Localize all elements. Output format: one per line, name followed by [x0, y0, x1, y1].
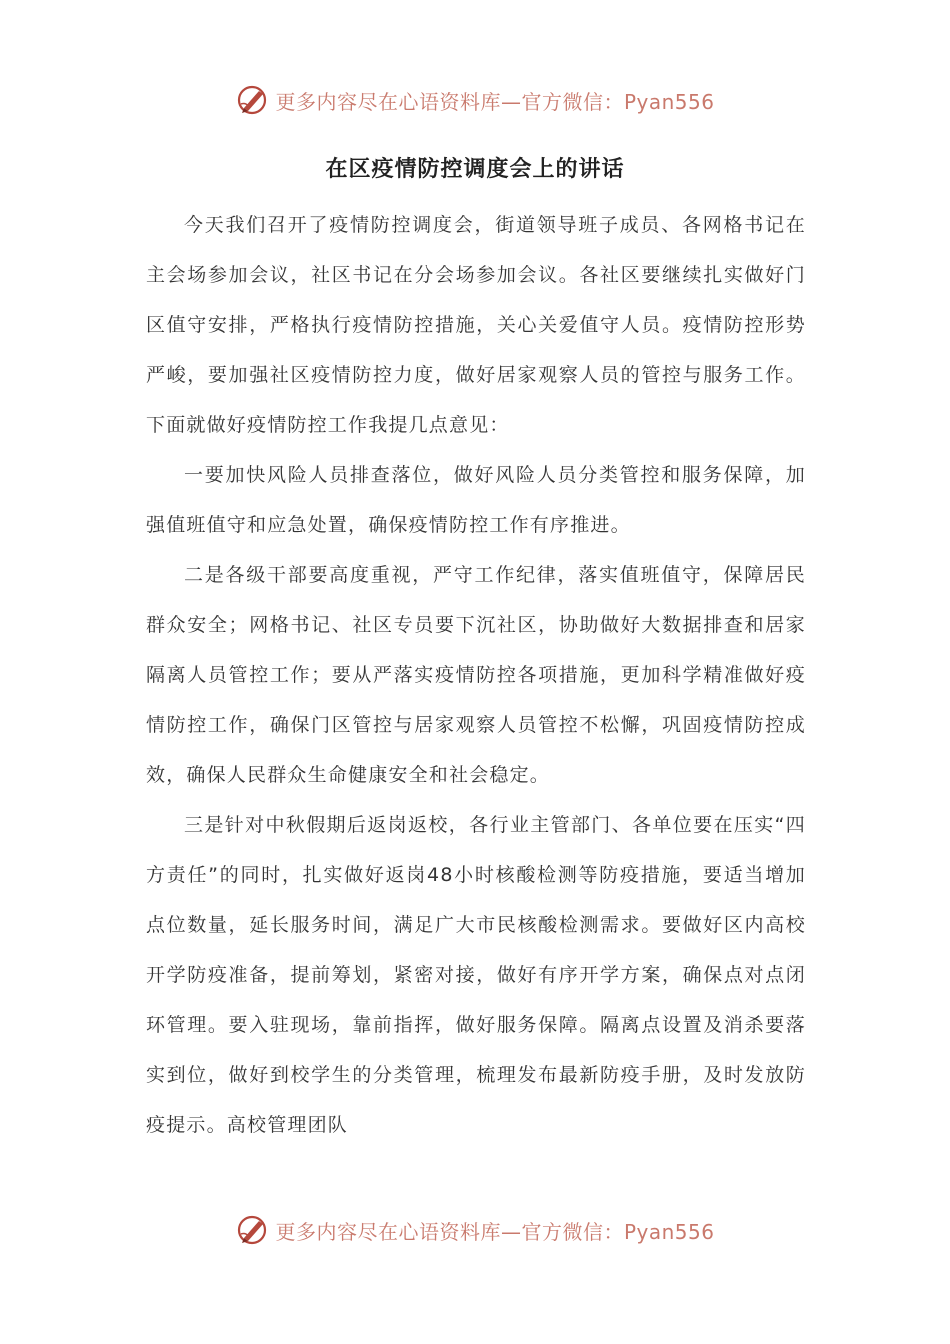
- document-title: 在区疫情防控调度会上的讲话: [325, 157, 625, 182]
- watermark-text: 更多内容尽在心语资料库—官方微信：Pyan556: [275, 1219, 715, 1244]
- document-body: [146, 200, 806, 1158]
- watermark-header: [0, 80, 950, 120]
- paragraph: 今天我们召开了疫情防控调度会，街道领导班子成员、各网格书记在主会场参加会议，社区书记在分会场参加会议。各社区要继续扎实做好门区值守安排，严格执行疫情防控措施，关心关爱值守人员。疫情防控形势严峻，要加强社区疫情防控力度，做好居家观察人员的管控与服务工作。下面就做好疫情防控工作我提几点意见：: [146, 214, 806, 436]
- watermark-text: 更多内容尽在心语资料库—官方微信：Pyan556: [275, 89, 715, 114]
- watermark-footer: [0, 1210, 950, 1250]
- pen-logo-icon: [235, 82, 271, 118]
- paragraph: 一要加快风险人员排查落位，做好风险人员分类管控和服务保障，加强值班值守和应急处置，确保疫情防控工作有序推进。: [146, 464, 806, 536]
- paragraph: 二是各级干部要高度重视，严守工作纪律，落实值班值守，保障居民群众安全；网格书记、社区专员要下沉社区，协助做好大数据排查和居家隔离人员管控工作；要从严落实疫情防控各项措施，更加科学精准做好疫情防控工作，确保门区管控与居家观察人员管控不松懈，巩固疫情防控成效，确保人民群众生命健康安全和社会稳定。: [146, 564, 806, 786]
- pen-logo-icon: [235, 1212, 271, 1248]
- paragraph: 三是针对中秋假期后返岗返校，各行业主管部门、各单位要在压实“四方责任”的同时，扎实做好返岗48小时核酸检测等防疫措施，要适当增加点位数量，延长服务时间，满足广大市民核酸检测需求。要做好区内高校开学防疫准备，提前筹划，紧密对接，做好有序开学方案，确保点对点闭环管理。要入驻现场，靠前指挥，做好服务保障。隔离点设置及消杀要落实到位，做好到校学生的分类管理，梳理发布最新防疫手册，及时发放防疫提示。高校管理团队: [146, 814, 806, 1136]
